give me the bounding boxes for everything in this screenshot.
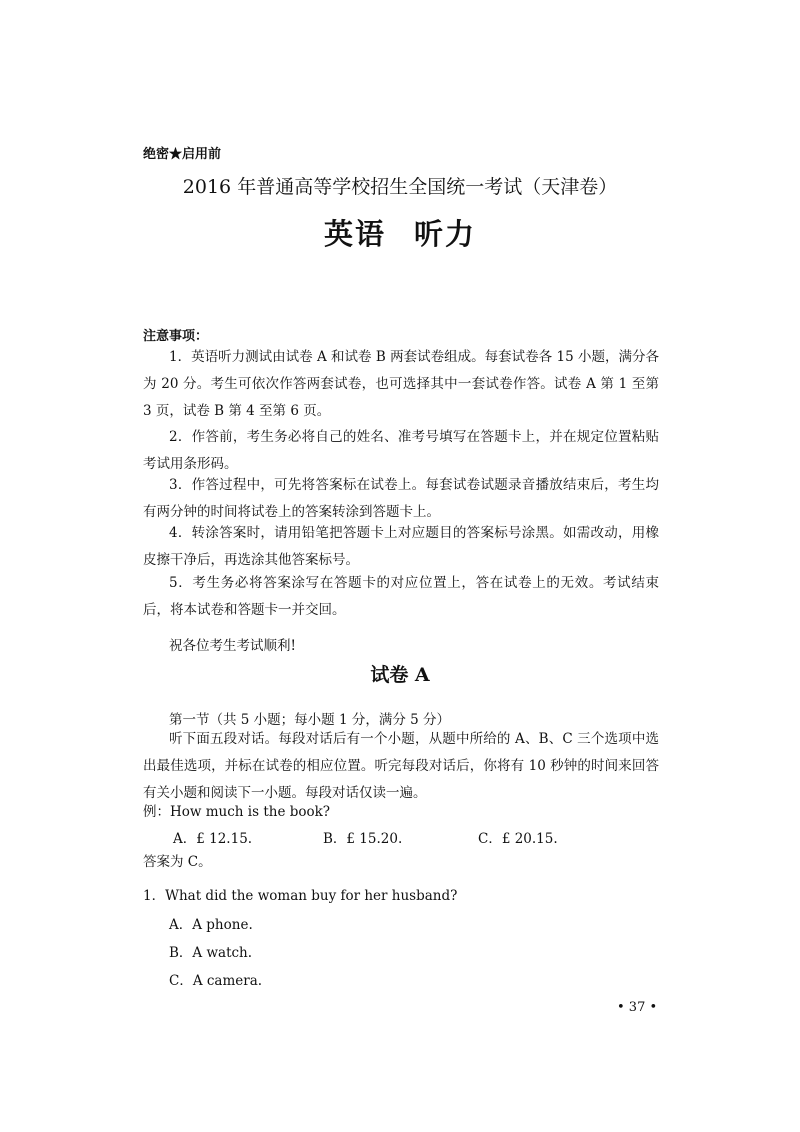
example-option-b: B．£ 15.20. (323, 831, 403, 847)
example-question: 例：How much is the book? (143, 804, 331, 820)
note-item-4: 4．转涂答案时，请用铅笔把答题卡上对应题目的答案标号涂黑。如需改动，用橡皮擦干净后，再选涂其他答案标号。 (143, 525, 659, 568)
note-item-5: 5．考生务必将答案涂写在答题卡的对应位置上，答在试卷上的无效。考试结束后，将本试卷和答题卡一并交回。 (143, 575, 659, 618)
question-1: 1．What did the woman buy for her husband? (143, 888, 458, 904)
question-1-option-b: B．A watch. (169, 945, 253, 961)
example-option-c: C．£ 20.15. (478, 831, 558, 847)
note-item-1: 1．英语听力测试由试卷 A 和试卷 B 两套试卷组成。每套试卷各 15 小题，满分各为 20 分。考生可依次作答两套试卷，也可选择其中一套试卷作答。试卷 A 第 1 至第 3 页，试卷 B 第 4 至第 6 页。 (143, 349, 659, 419)
note-item-3: 3．作答过程中，可先将答案标在试卷上。每套试卷试题录音播放结束后，考生均有两分钟的时间将试卷上的答案转涂到答题卡上。 (143, 477, 659, 520)
subject-title (0, 212, 800, 253)
subject-left: 英语 (323, 217, 386, 251)
notes-heading: 注意事项： (143, 329, 209, 344)
note-item-2: 2．作答前，考生务必将自己的姓名、准考号填写在答题卡上，并在规定位置粘贴考试用条形码。 (143, 429, 659, 472)
section-heading: 第一节（共 5 小题；每小题 1 分，满分 5 分） (169, 712, 451, 728)
example-option-a: A．£ 12.15. (173, 831, 253, 847)
good-luck-note: 祝各位考生考试顺利! (169, 638, 296, 654)
page-number: • 37 • (617, 1000, 658, 1015)
question-1-option-c: C．A camera. (169, 973, 263, 989)
exam-title: 2016 年普通高等学校招生全国统一考试（天津卷） (182, 176, 618, 198)
question-1-option-a: A．A phone. (169, 917, 253, 933)
subject-right: 听力 (414, 217, 477, 251)
section-instructions: 听下面五段对话。每段对话后有一个小题，从题中所给的 A、B、C 三个选项中选出最佳选项，并标在试卷的相应位置。听完每段对话后，你将有 10 秒钟的时间来回答有关小题和阅读下一小题。每段对话仅读一遍。 (143, 731, 659, 801)
paper-title: 试卷 A (370, 664, 430, 686)
confidential-mark: 绝密★启用前 (143, 147, 222, 162)
example-answer: 答案为 C。 (143, 854, 212, 870)
